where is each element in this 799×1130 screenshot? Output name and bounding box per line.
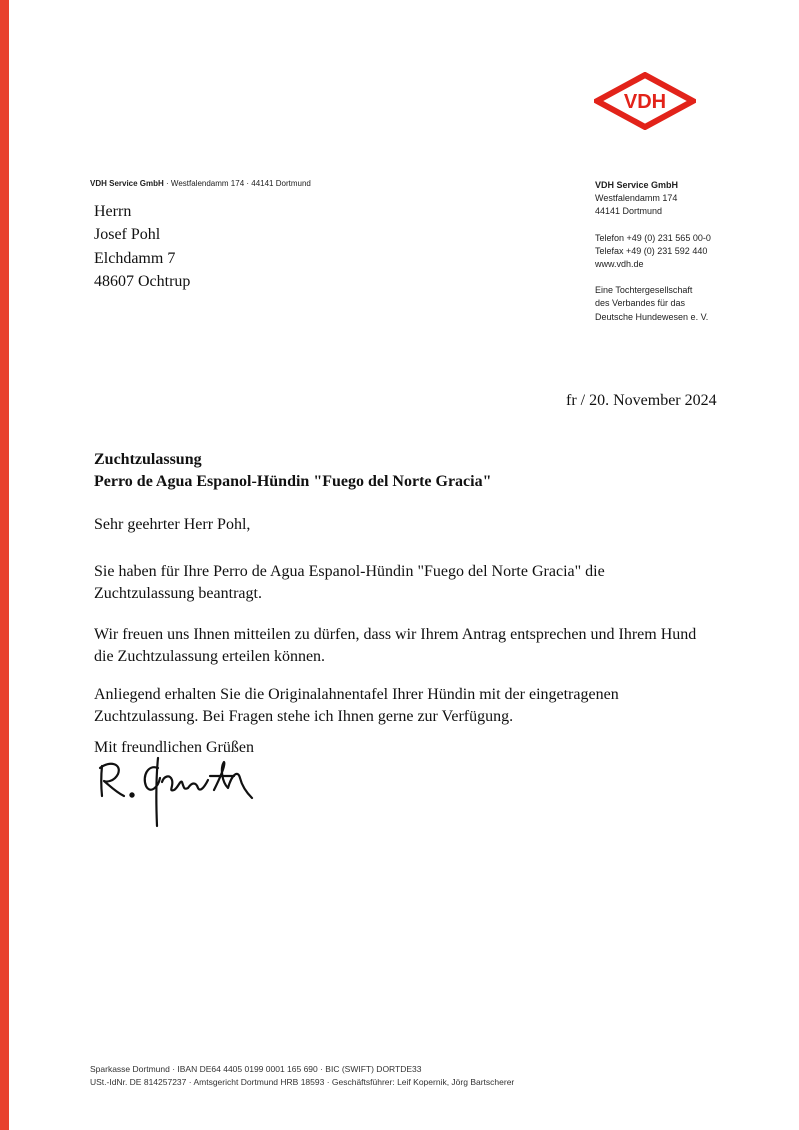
side-website: www.vdh.de — [595, 259, 644, 270]
side-affiliation-line: Eine Tochtergesellschaft — [595, 285, 693, 296]
paragraph-line: Sie haben für Ihre Perro de Agua Espanol-Hündin "Fuego del Norte Gracia" die — [94, 563, 605, 580]
logo-text: VDH — [623, 91, 667, 113]
letter-date: fr / 20. November 2024 — [566, 392, 717, 409]
sender-return-address — [90, 179, 311, 188]
vdh-logo — [594, 72, 696, 130]
paragraph-line: Anliegend erhalten Sie die Originalahnentafel Ihrer Hündin mit der eingetragenen — [94, 686, 619, 703]
recipient-address-block — [94, 200, 190, 293]
page-left-edge-stripe — [0, 0, 9, 1130]
sender-company: VDH Service GmbH — [90, 179, 164, 188]
recipient-salutation-line: Herrn — [94, 203, 132, 220]
side-affiliation-line: Deutsche Hundewesen e. V. — [595, 311, 709, 322]
footer-legal-line: USt.-IdNr. DE 814257237 · Amtsgericht Dortmund HRB 18593 · Geschäftsführer: Leif Kopernik, Jörg Bartscherer — [90, 1077, 515, 1087]
paragraph — [94, 561, 605, 605]
paragraph-line: Zuchtzulassung beantragt. — [94, 585, 262, 602]
handwritten-signature — [92, 752, 267, 834]
recipient-city: 48607 Ochtrup — [94, 272, 191, 290]
paragraph — [94, 624, 696, 668]
side-phone: Telefon +49 (0) 231 565 00-0 — [595, 232, 711, 243]
side-city: 44141 Dortmund — [595, 206, 663, 217]
paragraph-line: die Zuchtzulassung erteilen können. — [94, 648, 326, 665]
paragraph-line: Zuchtzulassung. Bei Fragen stehe ich Ihnen gerne zur Verfügung. — [94, 708, 514, 725]
subject-title: Zuchtzulassung — [94, 451, 202, 468]
paragraph-line: Wir freuen uns Ihnen mitteilen zu dürfen, dass wir Ihrem Antrag entsprechen und Ihrem Hund — [94, 626, 697, 643]
footer-bank-line: Sparkasse Dortmund · IBAN DE64 4405 0199 0001 165 690 · BIC (SWIFT) DORTDE33 — [90, 1064, 422, 1074]
salutation — [94, 514, 250, 536]
side-spacer — [595, 219, 711, 232]
subject-block — [94, 449, 491, 493]
side-spacer-2 — [595, 271, 711, 284]
closing-text: Mit freundlichen Grüßen — [94, 739, 254, 756]
recipient-name: Josef Pohl — [94, 226, 161, 244]
letter-footer — [90, 1063, 514, 1089]
paragraph — [94, 684, 619, 728]
recipient-street: Elchdamm 7 — [94, 249, 176, 267]
side-company: VDH Service GmbH — [595, 180, 679, 190]
salutation-text: Sehr geehrter Herr Pohl, — [94, 516, 251, 533]
company-info-column — [595, 179, 711, 324]
subject-detail: Perro de Agua Espanol-Hündin "Fuego del Norte Gracia" — [94, 473, 492, 490]
side-fax: Telefax +49 (0) 231 592 440 — [595, 245, 708, 256]
sender-address: · Westfalendamm 174 · 44141 Dortmund — [163, 179, 311, 188]
side-street: Westfalendamm 174 — [595, 193, 678, 204]
side-affiliation-line: des Verbandes für das — [595, 298, 686, 309]
